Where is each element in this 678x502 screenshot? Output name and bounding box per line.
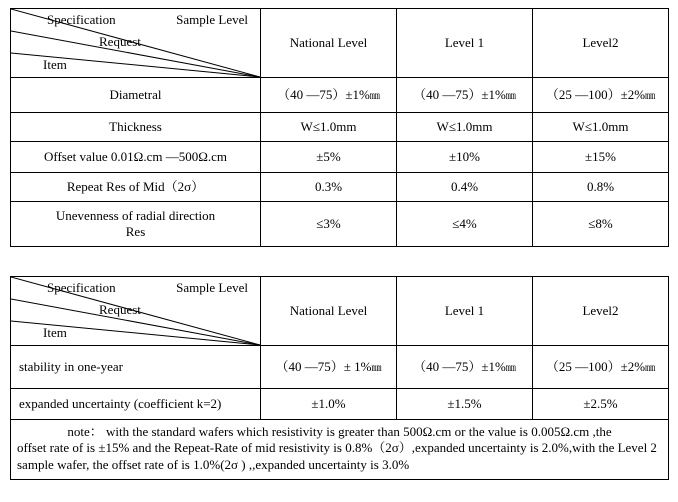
cell-diametral-level2 — [533, 78, 669, 113]
cell-uncertainty-national: ±1.0% — [261, 389, 397, 420]
cell-offset-level2: ±15% — [533, 142, 669, 173]
unit-label: ㎜ — [505, 90, 516, 102]
row-label-unevenness-line1: Unevenness of radial direction — [55, 207, 216, 223]
row-label-stability: stability in one-year — [11, 346, 261, 389]
header-label-request: Request — [99, 34, 141, 49]
note-line-3: the Level 2 sample wafer, the offset rate of is 1.0%(2σ ) ,,expanded uncertainty is 3.0% — [17, 440, 657, 472]
table-row — [11, 9, 669, 78]
diagonal-header-cell — [11, 9, 261, 78]
row-label-unevenness — [11, 202, 261, 247]
cell-value: （25 —100）±2% — [545, 86, 646, 102]
unit-label: ㎜ — [505, 362, 516, 374]
column-header-national-level: National Level — [261, 277, 397, 346]
cell-value: （40 —75）±1% — [413, 86, 506, 102]
unit-label: ㎜ — [371, 362, 382, 374]
row-label-repeat-res: Repeat Res of Mid（2σ） — [11, 173, 261, 202]
header-label-request: Request — [99, 302, 141, 317]
cell-stability-level2 — [533, 346, 669, 389]
row-label-expanded-uncertainty: expanded uncertainty (coefficient k=2) — [11, 389, 261, 420]
unit-label: ㎜ — [645, 90, 656, 102]
cell-stability-level1 — [397, 346, 533, 389]
cell-unevenness-level1: ≤4% — [397, 202, 533, 247]
column-header-level-1: Level 1 — [397, 9, 533, 78]
table-row — [11, 346, 669, 389]
row-label-offset-value: Offset value 0.01Ω.cm —500Ω.cm — [11, 142, 261, 173]
cell-thickness-national: W≤1.0mm — [261, 113, 397, 142]
table-row — [11, 173, 669, 202]
cell-value: （40 —75）± 1% — [275, 358, 372, 374]
cell-uncertainty-level2: ±2.5% — [533, 389, 669, 420]
cell-repeat-level2: 0.8% — [533, 173, 669, 202]
specification-table-2 — [10, 276, 669, 480]
cell-diametral-national — [261, 78, 397, 113]
note-cell — [11, 420, 669, 480]
cell-uncertainty-level1: ±1.5% — [397, 389, 533, 420]
table-row — [11, 113, 669, 142]
header-label-item: Item — [43, 325, 67, 340]
note-line-1: note： with the standard wafers which resistivity is greater than 500Ω.cm or the value is 0.005Ω.cm ,the — [67, 424, 612, 439]
cell-offset-level1: ±10% — [397, 142, 533, 173]
table-row — [11, 142, 669, 173]
cell-unevenness-national: ≤3% — [261, 202, 397, 247]
column-header-level-2: Level2 — [533, 277, 669, 346]
cell-repeat-level1: 0.4% — [397, 173, 533, 202]
cell-value: （40 —75）±1% — [277, 86, 370, 102]
unit-label: ㎜ — [645, 362, 656, 374]
cell-repeat-national: 0.3% — [261, 173, 397, 202]
cell-value: （40 —75）±1% — [413, 358, 506, 374]
row-label-thickness: Thickness — [11, 113, 261, 142]
diagonal-header-cell — [11, 277, 261, 346]
column-header-level-2: Level2 — [533, 9, 669, 78]
unit-label: ㎜ — [369, 90, 380, 102]
cell-stability-national — [261, 346, 397, 389]
cell-offset-national: ±5% — [261, 142, 397, 173]
cell-value: （25 —100）±2% — [545, 358, 646, 374]
cell-thickness-level1: W≤1.0mm — [397, 113, 533, 142]
specification-table-1 — [10, 8, 669, 247]
header-label-specification: Specification — [47, 12, 116, 27]
table-row — [11, 420, 669, 480]
column-header-national-level: National Level — [261, 9, 397, 78]
column-header-level-1: Level 1 — [397, 277, 533, 346]
table-row — [11, 78, 669, 113]
row-label-diametral: Diametral — [11, 78, 261, 113]
table-row — [11, 202, 669, 247]
header-label-specification: Specification — [47, 280, 116, 295]
header-label-sample-level: Sample Level — [176, 280, 248, 295]
cell-thickness-level2: W≤1.0mm — [533, 113, 669, 142]
note-line-2: offset rate of is ±15% and the Repeat-Rate of mid resistivity is 0.8%（2σ）,expanded uncertainty is 2.0%,with — [17, 440, 596, 456]
row-label-unevenness-line2: Res — [125, 224, 146, 239]
table-row — [11, 277, 669, 346]
table-row — [11, 389, 669, 420]
header-label-item: Item — [43, 57, 67, 72]
header-label-sample-level: Sample Level — [176, 12, 248, 27]
cell-unevenness-level2: ≤8% — [533, 202, 669, 247]
cell-diametral-level1 — [397, 78, 533, 113]
